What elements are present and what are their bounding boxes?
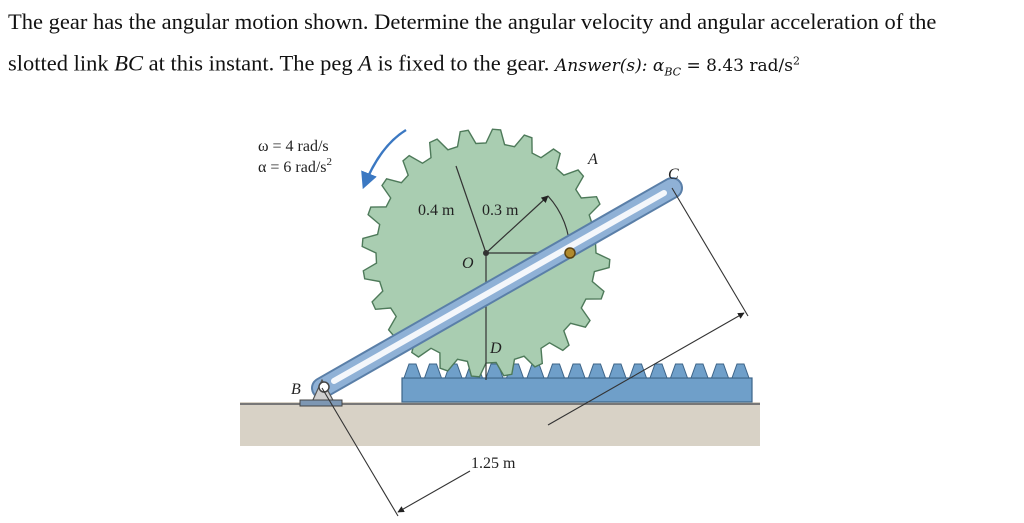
peg-name: A [358, 50, 372, 76]
ground [240, 402, 760, 446]
point-c-label: C [668, 166, 679, 183]
rack [402, 364, 752, 402]
answer-subscript: BC [664, 65, 682, 79]
rack-tooth [425, 364, 442, 378]
point-b-label: B [291, 381, 301, 398]
peg-a [565, 248, 575, 258]
problem-line-1: The gear has the angular motion shown. Determine the angular velocity and angular acceleration of the [8, 9, 937, 34]
rack-tooth [732, 364, 749, 378]
point-d-label: D [490, 340, 502, 357]
answer-superscript: 2 [792, 54, 800, 67]
rack-tooth [589, 364, 606, 378]
alpha-superscript: 2 [326, 156, 333, 168]
alpha-text: α = 6 rad/s [258, 159, 327, 176]
rack-tooth [609, 364, 626, 378]
rack-tooth [548, 364, 565, 378]
omega-label: ω = 4 rad/s [258, 138, 329, 155]
dim-label-outer: 0.4 m [418, 202, 455, 219]
answer-symbol: α [652, 55, 665, 76]
dim-label-bc: 1.25 m [471, 455, 516, 472]
answer-value: = 8.43 rad/s [681, 55, 793, 76]
text-fragment: at this instant. The peg [143, 50, 359, 76]
rack-body [402, 378, 752, 402]
rack-tooth [404, 364, 421, 378]
rack-tooth [712, 364, 729, 378]
dim-label-inner: 0.3 m [482, 202, 519, 219]
point-a-label: A [588, 151, 598, 168]
text-fragment: slotted link [8, 50, 115, 76]
rack-tooth [691, 364, 708, 378]
link-name: BC [114, 50, 144, 76]
rotation-arrow [364, 130, 406, 186]
rack-tooth [650, 364, 667, 378]
text-fragment: is fixed to the gear. [371, 50, 550, 76]
answer-label: Answer(s): [555, 55, 648, 76]
rack-tooth [630, 364, 647, 378]
point-o-label: O [462, 255, 474, 272]
rack-tooth [671, 364, 688, 378]
rack-tooth [568, 364, 585, 378]
alpha-label [258, 156, 332, 176]
